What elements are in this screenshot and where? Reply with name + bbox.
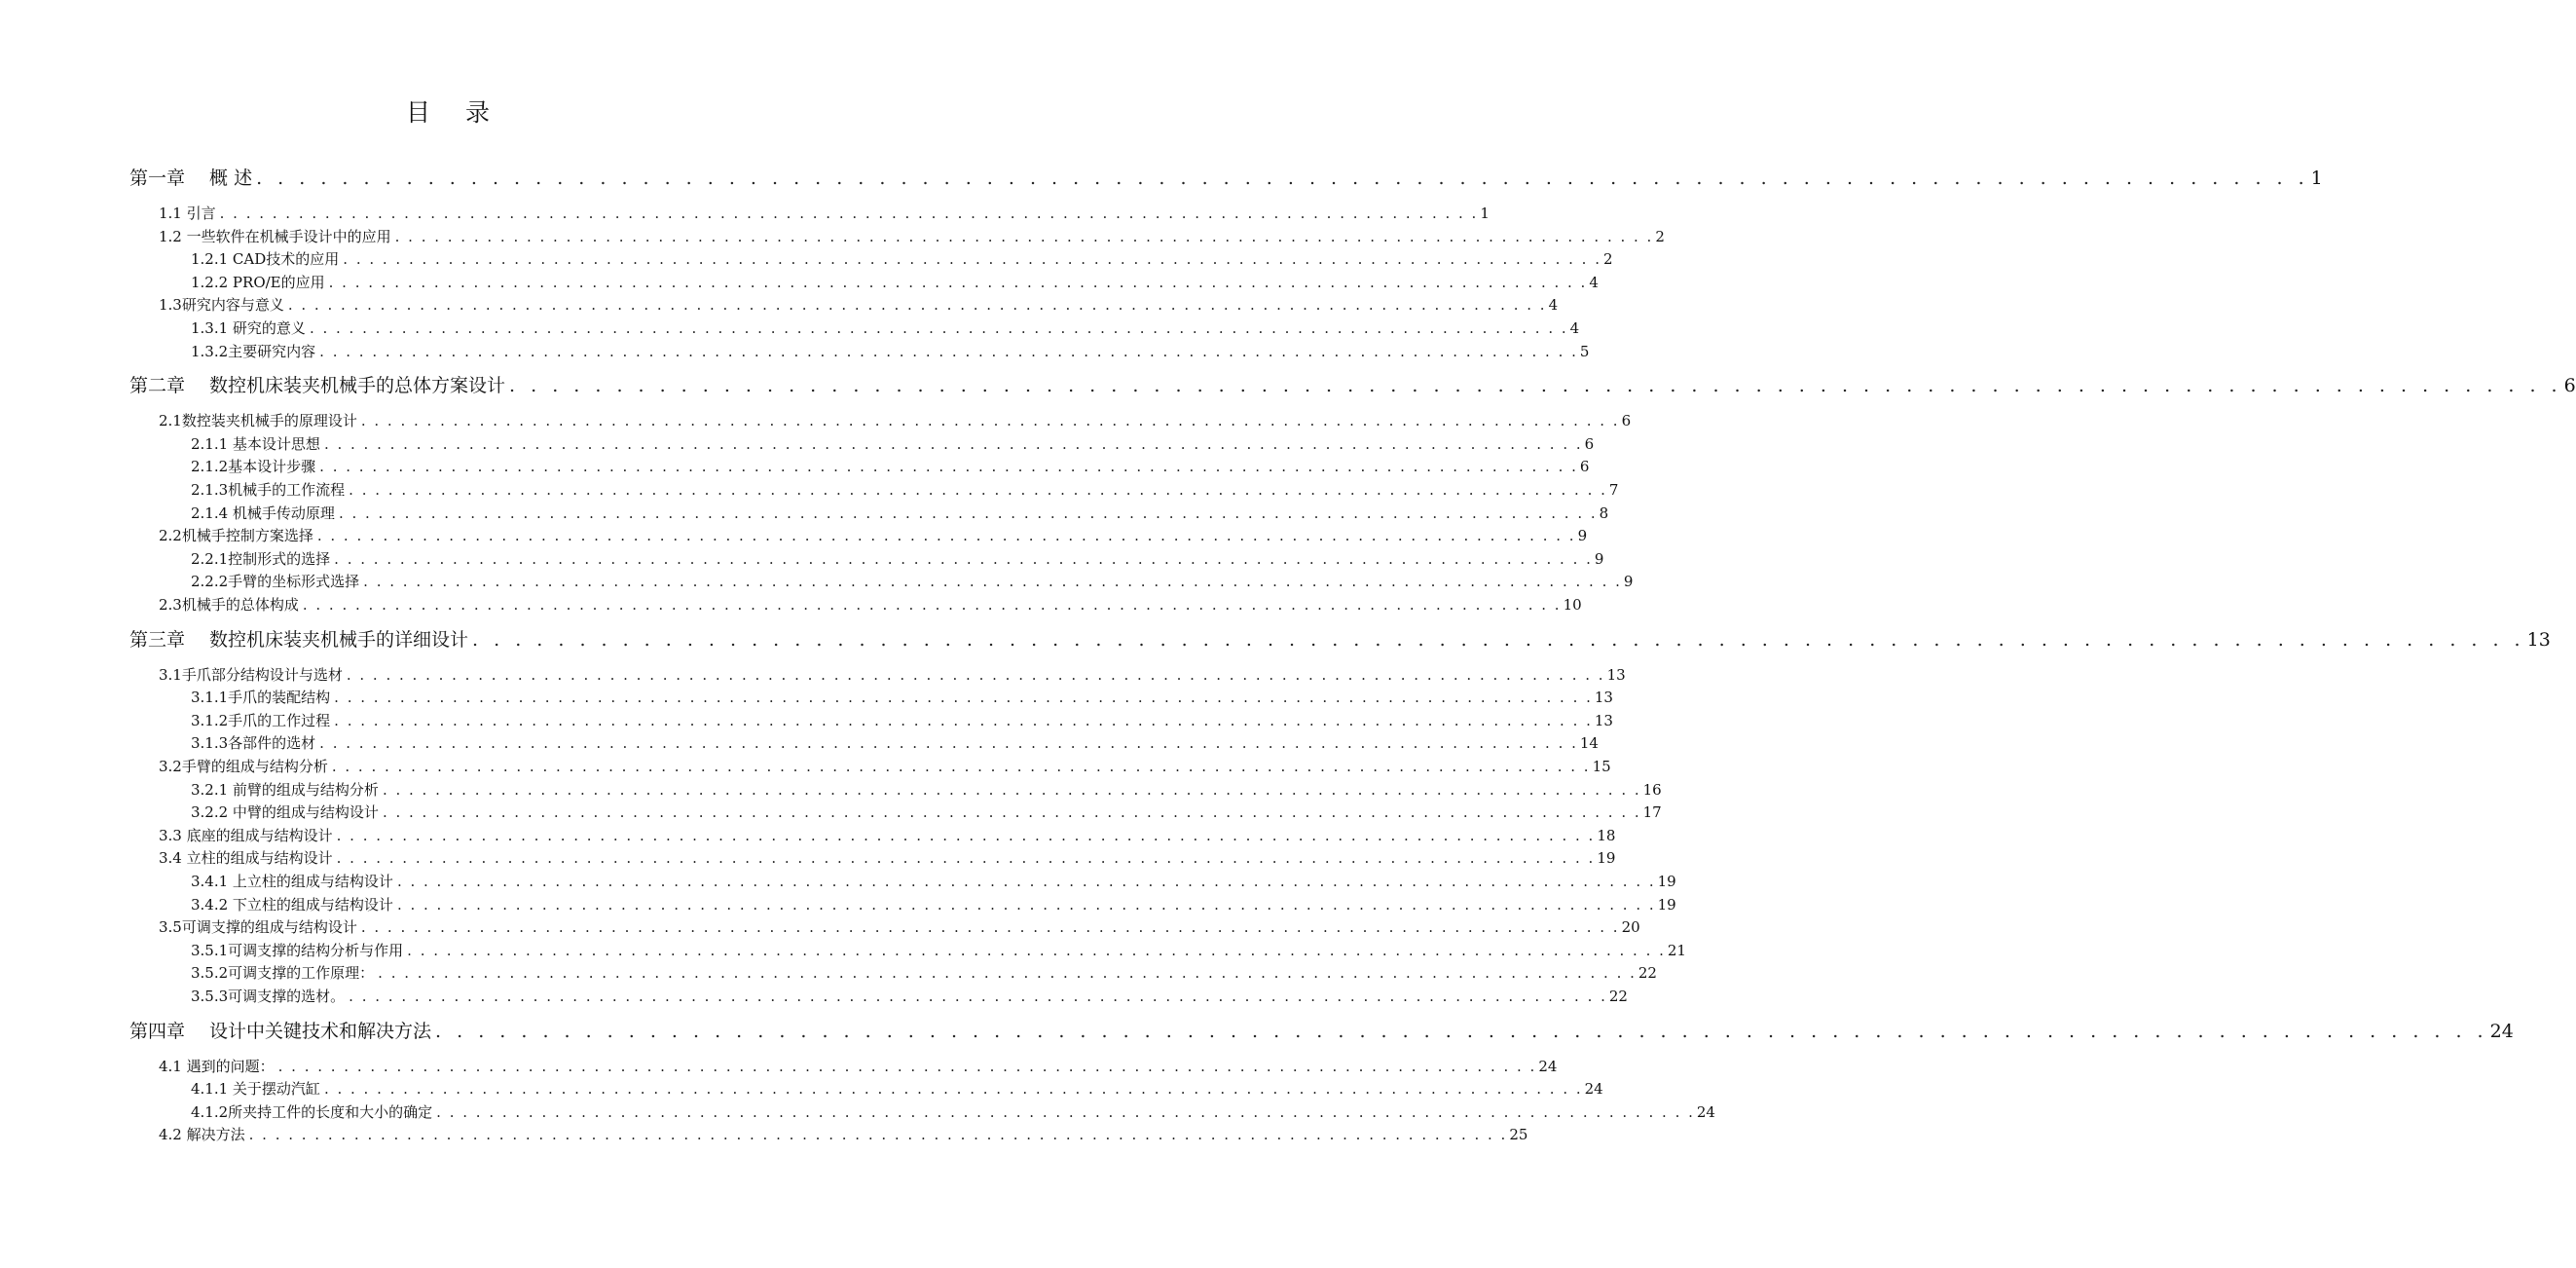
toc-entry-label: 3.1.2手爪的工作过程 (191, 711, 331, 729)
toc-entry-label: 1.1 引言 (159, 205, 216, 222)
toc-page-number: 19 (1657, 895, 1676, 914)
toc-chapter-entry[interactable] (129, 1019, 2514, 1044)
toc-dot-leader: . . . . . . . . . . . . . . . . . . . . . . . . . . . . . . . . . . . . . . . . . . . . . . . . . . . . . . . . . . . . . . . . . . . . . . . . . . . . . . . . . . . . . . . . . . . . . . . . (336, 826, 1596, 844)
toc-section-entry[interactable] (191, 1101, 1715, 1123)
toc-entry-label: 1.3研究内容与意义 (159, 296, 284, 315)
toc-section-entry[interactable] (159, 525, 1588, 546)
toc-entry-label: 2.1.3机械手的工作流程 (191, 481, 346, 499)
toc-section-entry[interactable] (191, 894, 1676, 915)
toc-entry-label: 第二章 数控机床装夹机械手的总体方案设计 (129, 375, 506, 397)
toc-section-entry[interactable] (191, 248, 1613, 270)
toc-page-number: 22 (1638, 964, 1657, 983)
toc-dot-leader: . . . . . . . . . . . . . . . . . . . . . . . . . . . . . . . . . . . . . . . . . . . . . . . . . . . . . . . . . . . . . . . . . . . . . . . . . . . . . . . . . . . . . . . . . . . . . . . . (338, 503, 1598, 522)
toc-entry-label: 3.5.1可调支撑的结构分析与作用 (191, 941, 404, 959)
toc-section-entry[interactable] (159, 203, 1490, 224)
toc-dot-leader: . . . . . . . . . . . . . . . . . . . . . . . . . . . . . . . . . . . . . . . . . . . . . . . . . . . . . . . . . . . . . . . . . . . . . . . . . . . . . . . . . . . . . . . . . . . . . . . . (302, 596, 1562, 614)
toc-entry-label: 3.5可调支撑的组成与结构设计 (159, 918, 357, 937)
toc-dot-leader: . . . . . . . . . . . . . . . . . . . . . . . . . . . . . . . . . . . . . . . . . . . . . . . . . . . . . . . . . . . . . . . . . . . . . . . . . . . . . . . . . . . . . . . . . . . . . . . . (316, 527, 1576, 545)
toc-entry-label: 3.4.1 上立柱的组成与结构设计 (191, 873, 393, 890)
toc-page-number: 1 (1480, 205, 1490, 222)
toc-entry-label: 2.2机械手控制方案选择 (159, 527, 313, 545)
toc-section-entry[interactable] (191, 732, 1599, 754)
toc-entry-label: 3.2.1 前臂的组成与结构分析 (191, 780, 379, 799)
toc-page-number: 7 (1608, 481, 1619, 499)
toc-page-number: 6 (1584, 434, 1595, 453)
toc-page-number: 24 (1696, 1102, 1715, 1121)
toc-entry-label: 3.5.2可调支撑的工作原理： (191, 964, 375, 983)
toc-dot-leader: . . . . . . . . . . . . . . . . . . . . . . . . . . . . . . . . . . . . . . . . . . . . . . . . . . . . . . . . . . . . . . . . . . . . . . . . . . . . . . . . . . . . . . . . . . . . . . . . (435, 1020, 2488, 1042)
toc-section-entry[interactable] (159, 756, 1611, 777)
toc-page-number: 13 (1606, 665, 1626, 684)
toc-chapter-entry[interactable] (129, 166, 2323, 191)
toc-dot-leader: . . . . . . . . . . . . . . . . . . . . . . . . . . . . . . . . . . . . . . . . . . . . . . . . . . . . . . . . . . . . . . . . . . . . . . . . . . . . . . . . . . . . . . . . . . . . . . . . (331, 758, 1591, 775)
toc-dot-leader: . . . . . . . . . . . . . . . . . . . . . . . . . . . . . . . . . . . . . . . . . . . . . . . . . . . . . . . . . . . . . . . . . . . . . . . . . . . . . . . . . . . . . . . . . . . . . . . . (334, 549, 1593, 568)
toc-section-entry[interactable] (191, 962, 1657, 984)
toc-page-number: 2 (1602, 250, 1613, 269)
toc-entry-label: 2.1.4 机械手传动原理 (191, 503, 335, 522)
toc-page-number: 2 (1655, 227, 1665, 245)
toc-dot-leader: . . . . . . . . . . . . . . . . . . . . . . . . . . . . . . . . . . . . . . . . . . . . . . . . . . . . . . . . . . . . . . . . . . . . . . . . . . . . . . . . . . . . . . . . . . . . . . . . (248, 1126, 1508, 1144)
toc-page-number: 20 (1621, 918, 1640, 937)
toc-page-number: 9 (1623, 573, 1634, 591)
toc-dot-leader: . . . . . . . . . . . . . . . . . . . . . . . . . . . . . . . . . . . . . . . . . . . . . . . . . . . . . . . . . . . . . . . . . . . . . . . . . . . . . . . . . . . . . . . . . . . . . . . . (396, 873, 1656, 890)
toc-entry-label: 4.1.1 关于摆动汽缸 (191, 1080, 320, 1099)
toc-entry-label: 1.3.1 研究的意义 (191, 319, 306, 337)
toc-entry-label: 1.2.2 PRO/E的应用 (191, 273, 325, 291)
toc-entry-label: 3.4.2 下立柱的组成与结构设计 (191, 895, 393, 914)
toc-entry-label: 1.3.2主要研究内容 (191, 342, 316, 360)
toc-section-entry[interactable] (159, 916, 1640, 938)
toc-dot-leader: . . . . . . . . . . . . . . . . . . . . . . . . . . . . . . . . . . . . . . . . . . . . . . . . . . . . . . . . . . . . . . . . . . . . . . . . . . . . . . . . . . . . . . . . . . . . . . . . (323, 434, 1583, 453)
toc-page-number: 22 (1608, 988, 1628, 1005)
toc-section-entry[interactable] (159, 825, 1616, 846)
toc-entry-label: 2.1.1 基本设计思想 (191, 434, 320, 453)
toc-page-number: 17 (1642, 803, 1662, 822)
toc-page-number: 6 (1621, 412, 1632, 430)
toc-entry-label: 3.4 立柱的组成与结构设计 (159, 849, 333, 868)
toc-page-number: 13 (2526, 628, 2551, 651)
toc-dot-leader: . . . . . . . . . . . . . . . . . . . . . . . . . . . . . . . . . . . . . . . . . . . . . . . . . . . . . . . . . . . . . . . . . . . . . . . . . . . . . . . . . . . . . . . . . . . . . . . . (382, 780, 1641, 799)
toc-section-entry[interactable] (191, 456, 1590, 477)
toc-entry-label: 第一章 概 述 (129, 168, 253, 189)
toc-page-number: 6 (1579, 458, 1590, 476)
toc-entry-label: 第三章 数控机床装夹机械手的详细设计 (129, 628, 469, 651)
toc-section-entry[interactable] (191, 986, 1628, 1007)
toc-section-entry[interactable] (191, 687, 1613, 708)
toc-dot-leader: . . . . . . . . . . . . . . . . . . . . . . . . . . . . . . . . . . . . . . . . . . . . . . . . . . . . . . . . . . . . . . . . . . . . . . . . . . . . . . . . . . . . . . . . . . . . . . . . (436, 1102, 1695, 1121)
toc-section-entry[interactable] (191, 940, 1686, 961)
toc-entry-label: 2.2.2手臂的坐标形式选择 (191, 573, 360, 591)
toc-entry-label: 2.1数控装夹机械手的原理设计 (159, 412, 357, 430)
toc-section-entry[interactable] (191, 503, 1609, 524)
toc-chapter-entry[interactable] (129, 373, 2576, 398)
toc-section-entry[interactable] (159, 226, 1665, 247)
toc-page-number: 16 (1642, 780, 1662, 799)
toc-page-number: 4 (1548, 296, 1559, 315)
toc-entry-label: 3.1手爪部分结构设计与选材 (159, 665, 343, 684)
toc-dot-leader: . . . . . . . . . . . . . . . . . . . . . . . . . . . . . . . . . . . . . . . . . . . . . . . . . . . . . . . . . . . . . . . . . . . . . . . . . . . . . . . . . . . . . . . . . . . . . . . . (309, 319, 1568, 337)
toc-dot-leader: . . . . . . . . . . . . . . . . . . . . . . . . . . . . . . . . . . . . . . . . . . . . . . . . . . . . . . . . . . . . . . . . . . . . . . . . . . . . . . . . . . . . . . . . . . . . . . . . (334, 689, 1593, 707)
toc-chapter-entry[interactable] (129, 627, 2551, 653)
toc-entry-label: 3.2手臂的组成与结构分析 (159, 758, 328, 775)
toc-section-entry[interactable] (159, 410, 1632, 431)
toc-section-entry[interactable] (191, 433, 1595, 455)
toc-dot-leader: . . . . . . . . . . . . . . . . . . . . . . . . . . . . . . . . . . . . . . . . . . . . . . . . . . . . . . . . . . . . . . . . . . . . . . . . . . . . . . . . . . . . . . . . . . . . . . . . (328, 273, 1588, 291)
toc-dot-leader: . . . . . . . . . . . . . . . . . . . . . . . . . . . . . . . . . . . . . . . . . . . . . . . . . . . . . . . . . . . . . . . . . . . . . . . . . . . . . . . . . . . . . . . . . . . . . . . . (363, 573, 1622, 591)
toc-section-entry[interactable] (159, 664, 1626, 686)
toc-section-entry[interactable] (191, 548, 1604, 570)
toc-page-number: 10 (1563, 596, 1582, 614)
toc-section-entry[interactable] (159, 847, 1616, 869)
toc-page-number: 15 (1592, 758, 1611, 775)
toc-page-number: 5 (1579, 342, 1590, 360)
toc-dot-leader: . . . . . . . . . . . . . . . . . . . . . . . . . . . . . . . . . . . . . . . . . . . . . . . . . . . . . . . . . . . . . . . . . . . . . . . . . . . . . . . . . . . . . . . . . . . . . . . . (343, 250, 1601, 269)
toc-page-number: 24 (1538, 1057, 1558, 1075)
toc-page-number: 9 (1577, 527, 1588, 545)
toc-page-number: 14 (1579, 734, 1599, 753)
toc-section-entry[interactable] (191, 317, 1580, 339)
toc-dot-leader: . . . . . . . . . . . . . . . . . . . . . . . . . . . . . . . . . . . . . . . . . . . . . . . . . . . . . . . . . . . . . . . . . . . . . . . . . . . . . . . . . . . . . . . . . . . . . . . . (349, 988, 1607, 1005)
toc-entry-label: 3.2.2 中臂的组成与结构设计 (191, 803, 379, 822)
toc-dot-leader: . . . . . . . . . . . . . . . . . . . . . . . . . . . . . . . . . . . . . . . . . . . . . . . . . . . . . . . . . . . . . . . . . . . . . . . . . . . . . . . . . . . . . . . . . . . . . . . . (219, 205, 1479, 222)
toc-dot-leader: . . . . . . . . . . . . . . . . . . . . . . . . . . . . . . . . . . . . . . . . . . . . . . . . . . . . . . . . . . . . . . . . . . . . . . . . . . . . . . . . . . . . . . . . . . . . . . . . (277, 1057, 1537, 1075)
toc-entry-label: 2.3机械手的总体构成 (159, 596, 299, 614)
toc-page-number: 19 (1657, 873, 1676, 890)
toc-dot-leader: . . . . . . . . . . . . . . . . . . . . . . . . . . . . . . . . . . . . . . . . . . . . . . . . . . . . . . . . . . . . . . . . . . . . . . . . . . . . . . . . . . . . . . . . . . . . . . . . (360, 412, 1620, 430)
toc-page-number: 4 (1589, 273, 1599, 291)
toc-page-number: 13 (1594, 711, 1613, 729)
toc-entry-label: 3.3 底座的组成与结构设计 (159, 826, 333, 844)
toc-dot-leader: . . . . . . . . . . . . . . . . . . . . . . . . . . . . . . . . . . . . . . . . . . . . . . . . . . . . . . . . . . . . . . . . . . . . . . . . . . . . . . . . . . . . . . . . . . . . . . . . (346, 665, 1605, 684)
toc-dot-leader: . . . . . . . . . . . . . . . . . . . . . . . . . . . . . . . . . . . . . . . . . . . . . . . . . . . . . . . . . . . . . . . . . . . . . . . . . . . . . . . . . . . . . . . . . . . . . . . . (323, 1080, 1583, 1099)
toc-page-number: 19 (1597, 849, 1616, 868)
toc-section-entry[interactable] (191, 479, 1619, 501)
toc-page-number: 18 (1597, 826, 1616, 844)
toc-section-entry[interactable] (191, 571, 1634, 592)
toc-entry-label: 第四章 设计中关键技术和解决方法 (129, 1020, 432, 1042)
toc-page-number: 25 (1509, 1126, 1528, 1144)
toc-section-entry[interactable] (191, 779, 1662, 801)
toc-dot-leader: . . . . . . . . . . . . . . . . . . . . . . . . . . . . . . . . . . . . . . . . . . . . . . . . . . . . . . . . . . . . . . . . . . . . . . . . . . . . . . . . . . . . . . . . . . . . . . . . (472, 628, 2525, 651)
toc-page-number: 8 (1599, 503, 1609, 522)
toc-page-number: 9 (1594, 549, 1604, 568)
toc-dot-leader: . . . . . . . . . . . . . . . . . . . . . . . . . . . . . . . . . . . . . . . . . . . . . . . . . . . . . . . . . . . . . . . . . . . . . . . . . . . . . . . . . . . . . . . . . . . . . . . . (256, 168, 2309, 189)
toc-dot-leader: . . . . . . . . . . . . . . . . . . . . . . . . . . . . . . . . . . . . . . . . . . . . . . . . . . . . . . . . . . . . . . . . . . . . . . . . . . . . . . . . . . . . . . . . . . . . . . . . (319, 734, 1578, 753)
toc-section-entry[interactable] (191, 1078, 1603, 1100)
toc-dot-leader: . . . . . . . . . . . . . . . . . . . . . . . . . . . . . . . . . . . . . . . . . . . . . . . . . . . . . . . . . . . . . . . . . . . . . . . . . . . . . . . . . . . . . . . . . . . . . . . . (349, 481, 1607, 499)
toc-section-entry[interactable] (191, 272, 1599, 293)
toc-page-number: 1 (2310, 168, 2323, 189)
toc-dot-leader: . . . . . . . . . . . . . . . . . . . . . . . . . . . . . . . . . . . . . . . . . . . . . . . . . . . . . . . . . . . . . . . . . . . . . . . . . . . . . . . . . . . . . . . . . . . . . . . . (319, 458, 1578, 476)
toc-entry-label: 2.2.1控制形式的选择 (191, 549, 331, 568)
toc-section-entry[interactable] (159, 1124, 1528, 1145)
toc-dot-leader: . . . . . . . . . . . . . . . . . . . . . . . . . . . . . . . . . . . . . . . . . . . . . . . . . . . . . . . . . . . . . . . . . . . . . . . . . . . . . . . . . . . . . . . . . . . . . . . . (394, 227, 1654, 245)
toc-entry-label: 3.5.3可调支撑的选材。 (191, 988, 346, 1005)
toc-page-number: 21 (1667, 941, 1686, 959)
toc-page-number: 24 (2489, 1020, 2514, 1042)
toc-dot-leader: . . . . . . . . . . . . . . . . . . . . . . . . . . . . . . . . . . . . . . . . . . . . . . . . . . . . . . . . . . . . . . . . . . . . . . . . . . . . . . . . . . . . . . . . . . . . . . . . (509, 375, 2562, 397)
toc-section-entry[interactable] (191, 871, 1676, 892)
toc-dot-leader: . . . . . . . . . . . . . . . . . . . . . . . . . . . . . . . . . . . . . . . . . . . . . . . . . . . . . . . . . . . . . . . . . . . . . . . . . . . . . . . . . . . . . . . . . . . . . . . . (407, 941, 1666, 959)
toc-entry-label: 1.2 一些软件在机械手设计中的应用 (159, 227, 391, 245)
toc-entry-label: 1.2.1 CAD技术的应用 (191, 250, 340, 269)
toc-section-entry[interactable] (159, 594, 1582, 615)
toc-entry-label: 3.1.3各部件的选材 (191, 734, 316, 753)
toc-section-entry[interactable] (159, 1056, 1558, 1077)
toc-dot-leader: . . . . . . . . . . . . . . . . . . . . . . . . . . . . . . . . . . . . . . . . . . . . . . . . . . . . . . . . . . . . . . . . . . . . . . . . . . . . . . . . . . . . . . . . . . . . . . . . (334, 711, 1593, 729)
toc-dot-leader: . . . . . . . . . . . . . . . . . . . . . . . . . . . . . . . . . . . . . . . . . . . . . . . . . . . . . . . . . . . . . . . . . . . . . . . . . . . . . . . . . . . . . . . . . . . . . . . . (396, 895, 1656, 914)
toc-dot-leader: . . . . . . . . . . . . . . . . . . . . . . . . . . . . . . . . . . . . . . . . . . . . . . . . . . . . . . . . . . . . . . . . . . . . . . . . . . . . . . . . . . . . . . . . . . . . . . . . (319, 342, 1578, 360)
toc-page-number: 24 (1584, 1080, 1603, 1099)
toc-section-entry[interactable] (191, 341, 1590, 362)
toc-entry-label: 4.2 解决方法 (159, 1126, 245, 1144)
toc-entry-label: 2.1.2基本设计步骤 (191, 458, 316, 476)
toc-entry-label: 4.1.2所夹持工件的长度和大小的确定 (191, 1102, 433, 1121)
toc-dot-leader: . . . . . . . . . . . . . . . . . . . . . . . . . . . . . . . . . . . . . . . . . . . . . . . . . . . . . . . . . . . . . . . . . . . . . . . . . . . . . . . . . . . . . . . . . . . . . . . . (287, 296, 1547, 315)
toc-section-entry[interactable] (191, 802, 1662, 823)
toc-dot-leader: . . . . . . . . . . . . . . . . . . . . . . . . . . . . . . . . . . . . . . . . . . . . . . . . . . . . . . . . . . . . . . . . . . . . . . . . . . . . . . . . . . . . . . . . . . . . . . . . (382, 803, 1641, 822)
toc-entry-label: 4.1 遇到的问题： (159, 1057, 275, 1075)
toc-page-number: 6 (2563, 375, 2576, 397)
toc-dot-leader: . . . . . . . . . . . . . . . . . . . . . . . . . . . . . . . . . . . . . . . . . . . . . . . . . . . . . . . . . . . . . . . . . . . . . . . . . . . . . . . . . . . . . . . . . . . . . . . . (336, 849, 1596, 868)
toc-section-entry[interactable] (191, 710, 1613, 731)
toc-entry-label: 3.1.1手爪的装配结构 (191, 689, 331, 707)
toc-page-number: 4 (1569, 319, 1580, 337)
toc-section-entry[interactable] (159, 294, 1559, 316)
toc-dot-leader: . . . . . . . . . . . . . . . . . . . . . . . . . . . . . . . . . . . . . . . . . . . . . . . . . . . . . . . . . . . . . . . . . . . . . . . . . . . . . . . . . . . . . . . . . . . . . . . . (360, 918, 1620, 937)
toc-page-number: 13 (1594, 689, 1613, 707)
page-title: 目 录 (406, 98, 503, 127)
toc-dot-leader: . . . . . . . . . . . . . . . . . . . . . . . . . . . . . . . . . . . . . . . . . . . . . . . . . . . . . . . . . . . . . . . . . . . . . . . . . . . . . . . . . . . . . . . . . . . . . . . . (378, 964, 1637, 983)
